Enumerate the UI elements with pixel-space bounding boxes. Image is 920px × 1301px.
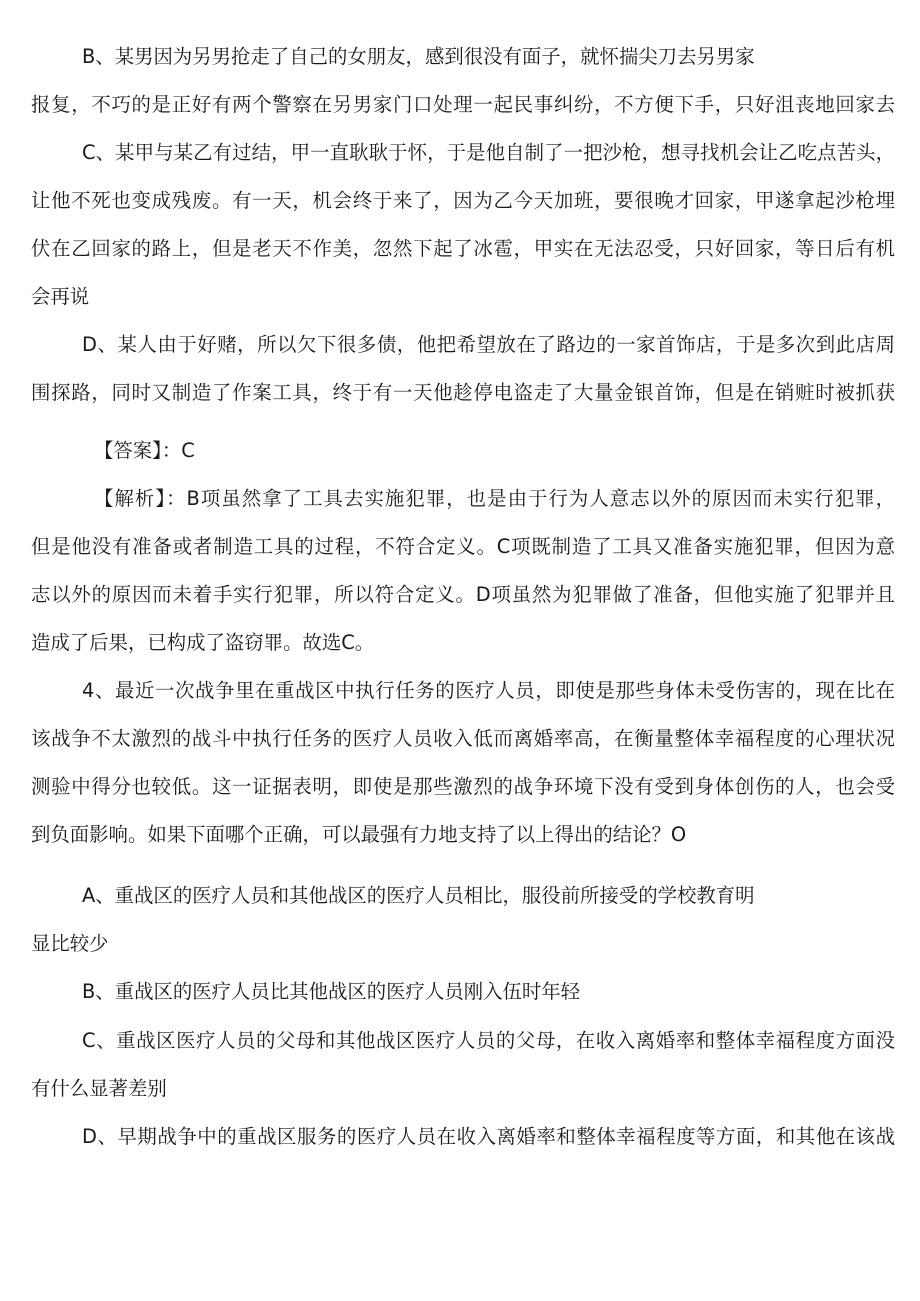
question-4-line-4: 到负面影响。如果下面哪个正确，可以最强有力地支持了以上得出的结论？O [31, 823, 687, 846]
analysis-line-1: 【解析】：B项虽然拿了工具去实施犯罪，也是由于行为人意志以外的原因而未实行犯罪， [94, 487, 895, 510]
analysis-line-2: 但是他没有准备或者制造工具的过程，不符合定义。C项既制造了工具又准备实施犯罪，但因为意 [31, 535, 895, 558]
analysis-line-3: 志以外的原因而未着手实行犯罪，所以符合定义。D项虽然为犯罪做了准备，但他实施了犯罪并且 [31, 583, 895, 606]
question-4-line-3: 测验中得分也较低。这一证据表明，即使是那些激烈的战争环境下没有受到身体创伤的人，也会受 [31, 775, 895, 798]
option-b-line-1: B、某男因为另男抢走了自己的女朋友，感到很没有面子，就怀揣尖刀去另男家 [82, 45, 755, 68]
option-b-line-2: 报复，不巧的是正好有两个警察在另男家门口处理一起民事纠纷，不方便下手，只好沮丧地回家去 [31, 93, 895, 116]
option-c-line-3: 伏在乙回家的路上，但是老天不作美，忽然下起了冰雹，甲实在无法忍受，只好回家，等日后有机 [31, 237, 895, 260]
q4-option-c-line-2: 有什么显著差别 [31, 1077, 167, 1100]
q4-option-c-line-1: C、重战区医疗人员的父母和其他战区医疗人员的父母，在收入离婚率和整体幸福程度方面没 [82, 1029, 895, 1052]
q4-option-a-line-2: 显比较少 [31, 932, 109, 955]
analysis-line-4: 造成了后果，已构成了盗窃罪。故选C。 [31, 631, 375, 654]
answer-line: 【答案】：C [94, 439, 195, 462]
option-d-line-2: 围探路，同时又制造了作案工具，终于有一天他趁停电盗走了大量金银首饰，但是在销赃时被抓获 [31, 381, 895, 404]
option-d-line-1: D、某人由于好赌，所以欠下很多债，他把希望放在了路边的一家首饰店，于是多次到此店周 [82, 333, 895, 356]
question-4-line-2: 该战争不太激烈的战斗中执行任务的医疗人员收入低而离婚率高，在衡量整体幸福程度的心理状况 [31, 727, 895, 750]
q4-option-d-line-1: D、早期战争中的重战区服务的医疗人员在收入离婚率和整体幸福程度等方面，和其他在该战 [82, 1125, 895, 1148]
q4-option-b-line: B、重战区的医疗人员比其他战区的医疗人员刚入伍时年轻 [82, 980, 581, 1003]
option-c-line-1: C、某甲与某乙有过结，甲一直耿耿于怀，于是他自制了一把沙枪，想寻找机会让乙吃点苦头， [82, 141, 895, 164]
q4-option-a-line-1: A、重战区的医疗人员和其他战区的医疗人员相比，服役前所接受的学校教育明 [82, 884, 755, 907]
option-c-line-2: 让他不死也变成残废。有一天，机会终于来了，因为乙今天加班，要很晚才回家，甲遂拿起沙枪埋 [31, 189, 895, 212]
question-4-line-1: 4、最近一次战争里在重战区中执行任务的医疗人员，即使是那些身体未受伤害的，现在比在 [82, 679, 895, 702]
option-c-line-4: 会再说 [31, 285, 90, 308]
